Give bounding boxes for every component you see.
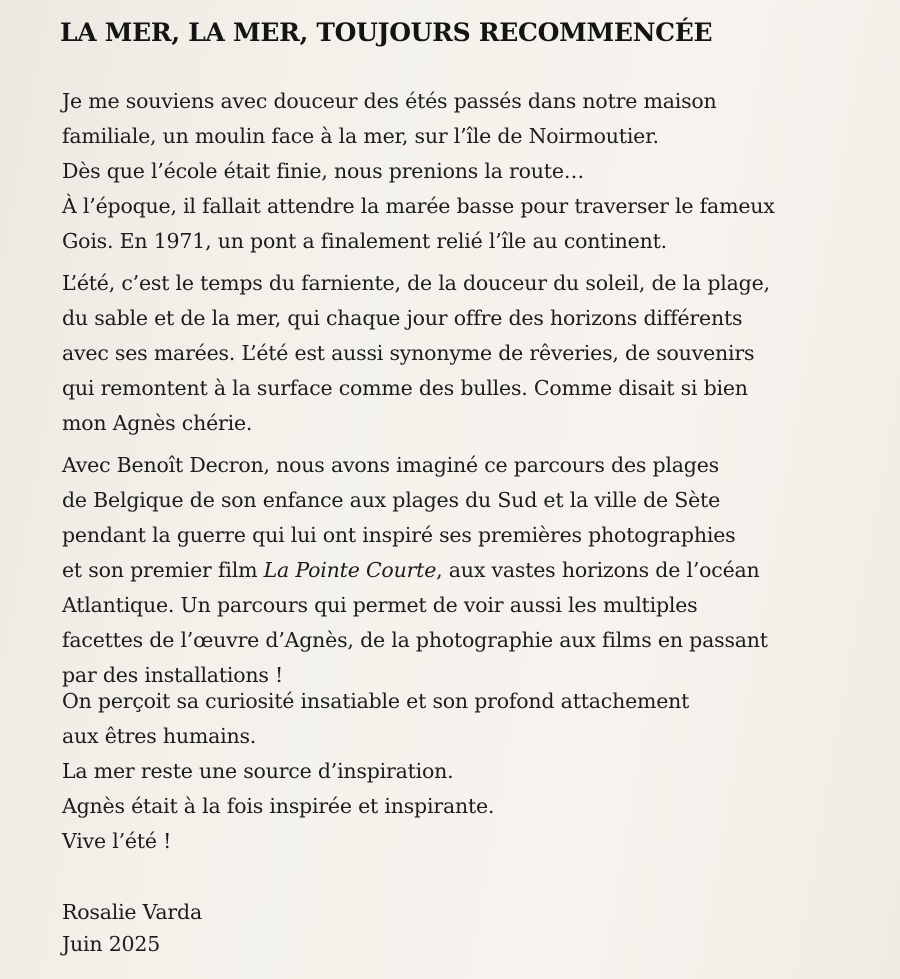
paragraph-line: L’été, c’est le temps du farniente, de la douceur du soleil, de la plage, — [62, 271, 770, 295]
signature-date: Juin 2025 — [62, 932, 161, 956]
paragraph-line: qui remontent à la surface comme des bulles. Comme disait si bien — [62, 376, 748, 400]
paragraph-line: Atlantique. Un parcours qui permet de voir aussi les multiples — [62, 593, 698, 617]
paragraph-line: Agnès était à la fois inspirée et inspirante. — [62, 794, 495, 818]
paragraph-line: À l’époque, il fallait attendre la marée basse pour traverser le fameux — [62, 194, 775, 218]
paragraph-line: avec ses marées. L’été est aussi synonyme de rêveries, de souvenirs — [62, 341, 755, 365]
paragraph-line: du sable et de la mer, qui chaque jour offre des horizons différents — [62, 306, 743, 330]
paragraph-line: de Belgique de son enfance aux plages du Sud et la ville de Sète — [62, 488, 721, 512]
paragraph-4 — [62, 684, 689, 859]
paragraph-line: facettes de l’œuvre d’Agnès, de la photographie aux films en passant — [62, 628, 768, 652]
paragraph-line: Avec Benoît Decron, nous avons imaginé ce parcours des plages — [62, 453, 719, 477]
paragraph-2 — [62, 266, 770, 441]
paragraph-line-start: et son premier film — [62, 558, 258, 582]
paragraph-line: Vive l’été ! — [62, 829, 172, 853]
paragraph-line: aux êtres humains. — [62, 724, 257, 748]
film-title: La Pointe Courte — [263, 558, 437, 582]
author-name: Rosalie Varda — [62, 900, 202, 924]
paragraph-line: Gois. En 1971, un pont a finalement relié l’île au continent. — [62, 229, 667, 253]
paragraph-line: Je me souviens avec douceur des étés passés dans notre maison — [62, 89, 717, 113]
paragraph-line: pendant la guerre qui lui ont inspiré ses premières photographies — [62, 523, 736, 547]
page-title: LA MER, LA MER, TOUJOURS RECOMMENCÉE — [60, 18, 713, 47]
paragraph-line: Dès que l’école était finie, nous prenions la route… — [62, 159, 585, 183]
paragraph-line: familiale, un moulin face à la mer, sur l’île de Noirmoutier. — [62, 124, 659, 148]
paragraph-line — [62, 553, 768, 588]
paragraph-3 — [62, 448, 768, 693]
paragraph-line: mon Agnès chérie. — [62, 411, 253, 435]
paragraph-1 — [62, 84, 775, 259]
paragraph-line: On perçoit sa curiosité insatiable et son profond attachement — [62, 689, 690, 713]
paragraph-line: par des installations ! — [62, 663, 284, 687]
signature — [62, 896, 202, 960]
paragraph-line-end: , aux vastes horizons de l’océan — [436, 558, 760, 582]
paragraph-line: La mer reste une source d’inspiration. — [62, 759, 454, 783]
